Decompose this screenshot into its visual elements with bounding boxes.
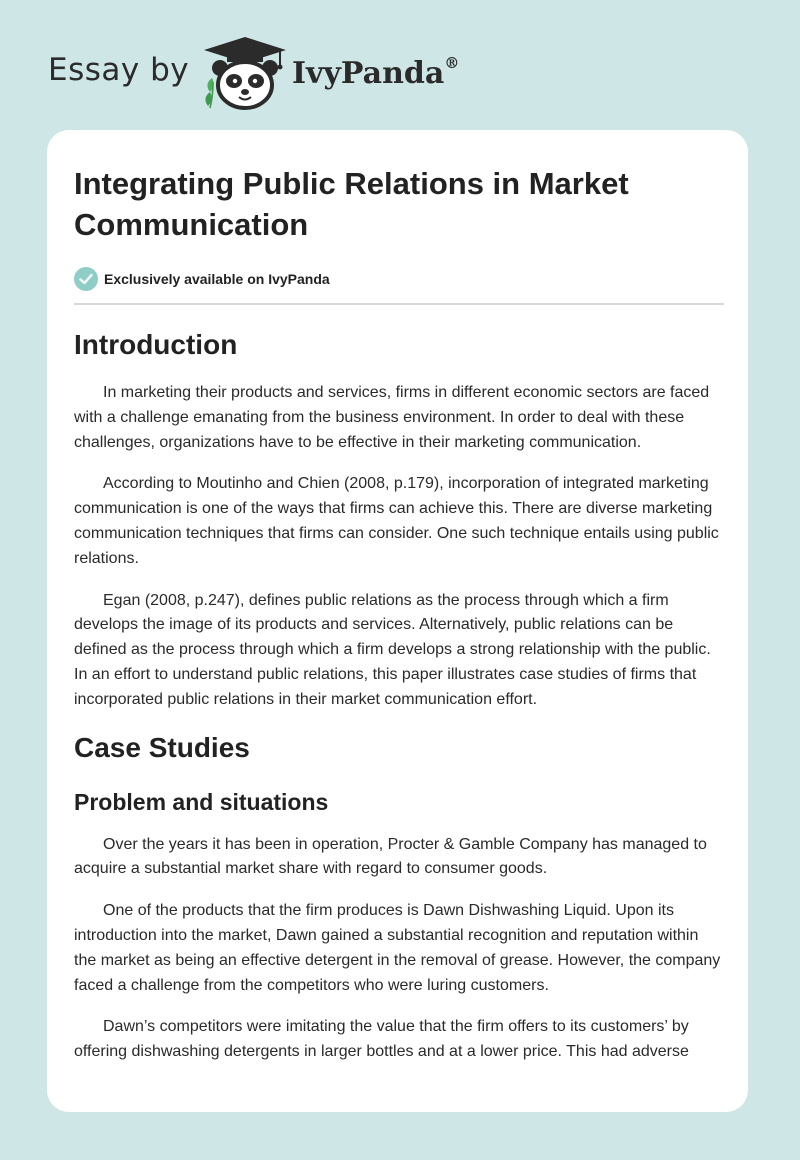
exclusive-badge xyxy=(74,266,724,292)
check-icon xyxy=(74,267,98,291)
essay-card xyxy=(47,130,748,1112)
essay-by-label: Essay by xyxy=(48,52,190,88)
section-heading-case-studies: Case Studies xyxy=(74,731,250,763)
badge-label: Exclusively available on IvyPanda xyxy=(104,271,330,287)
section-heading-introduction: Introduction xyxy=(74,329,238,360)
site-header xyxy=(48,34,548,114)
paragraph: Egan (2008, p.247), defines public relations as the process through which a firm develops the image of its products and services. Alternatively, public relations can be defined as the process through which a firm develops a strong relationship with the public. In an effort to understand public relations, this paper illustrates case studies of firms that incorporated public relations in their market communication effort. xyxy=(74,591,711,708)
paragraph: One of the products that the firm produces is Dawn Dishwashing Liquid. Upon its introduction into the market, Dawn gained a substantial recognition and reputation within the market as being an effective detergent in the removal of grease. However, the company faced a challenge from the competitors who were luring customers. xyxy=(74,902,721,994)
ivypanda-logo-icon[interactable] xyxy=(200,34,290,110)
brand-name[interactable]: IvyPanda® xyxy=(292,54,460,91)
essay-content xyxy=(74,163,724,1065)
divider xyxy=(74,303,724,305)
page-title: Integrating Public Relations in Market Communication xyxy=(74,166,629,242)
subsection-heading: Problem and situations xyxy=(74,788,329,815)
paragraph: Over the years it has been in operation, Procter & Gamble Company has managed to acquire a substantial market share with regard to consumer goods. xyxy=(74,835,707,878)
paragraph: According to Moutinho and Chien (2008, p.179), incorporation of integrated marketing communication is one of the ways that firms can achieve this. There are diverse marketing communication techniques that firms can consider. One such technique entails using public relations. xyxy=(74,475,719,567)
paragraph: In marketing their products and services, firms in different economic sectors are faced with a challenge emanating from the business environment. In order to deal with these challenges, organizations have to be effective in their marketing communication. xyxy=(74,384,710,451)
paragraph: Dawn’s competitors were imitating the value that the firm offers to its customers’ by offering dishwashing detergents in larger bottles and at a lower price. This had adverse xyxy=(74,1018,689,1061)
